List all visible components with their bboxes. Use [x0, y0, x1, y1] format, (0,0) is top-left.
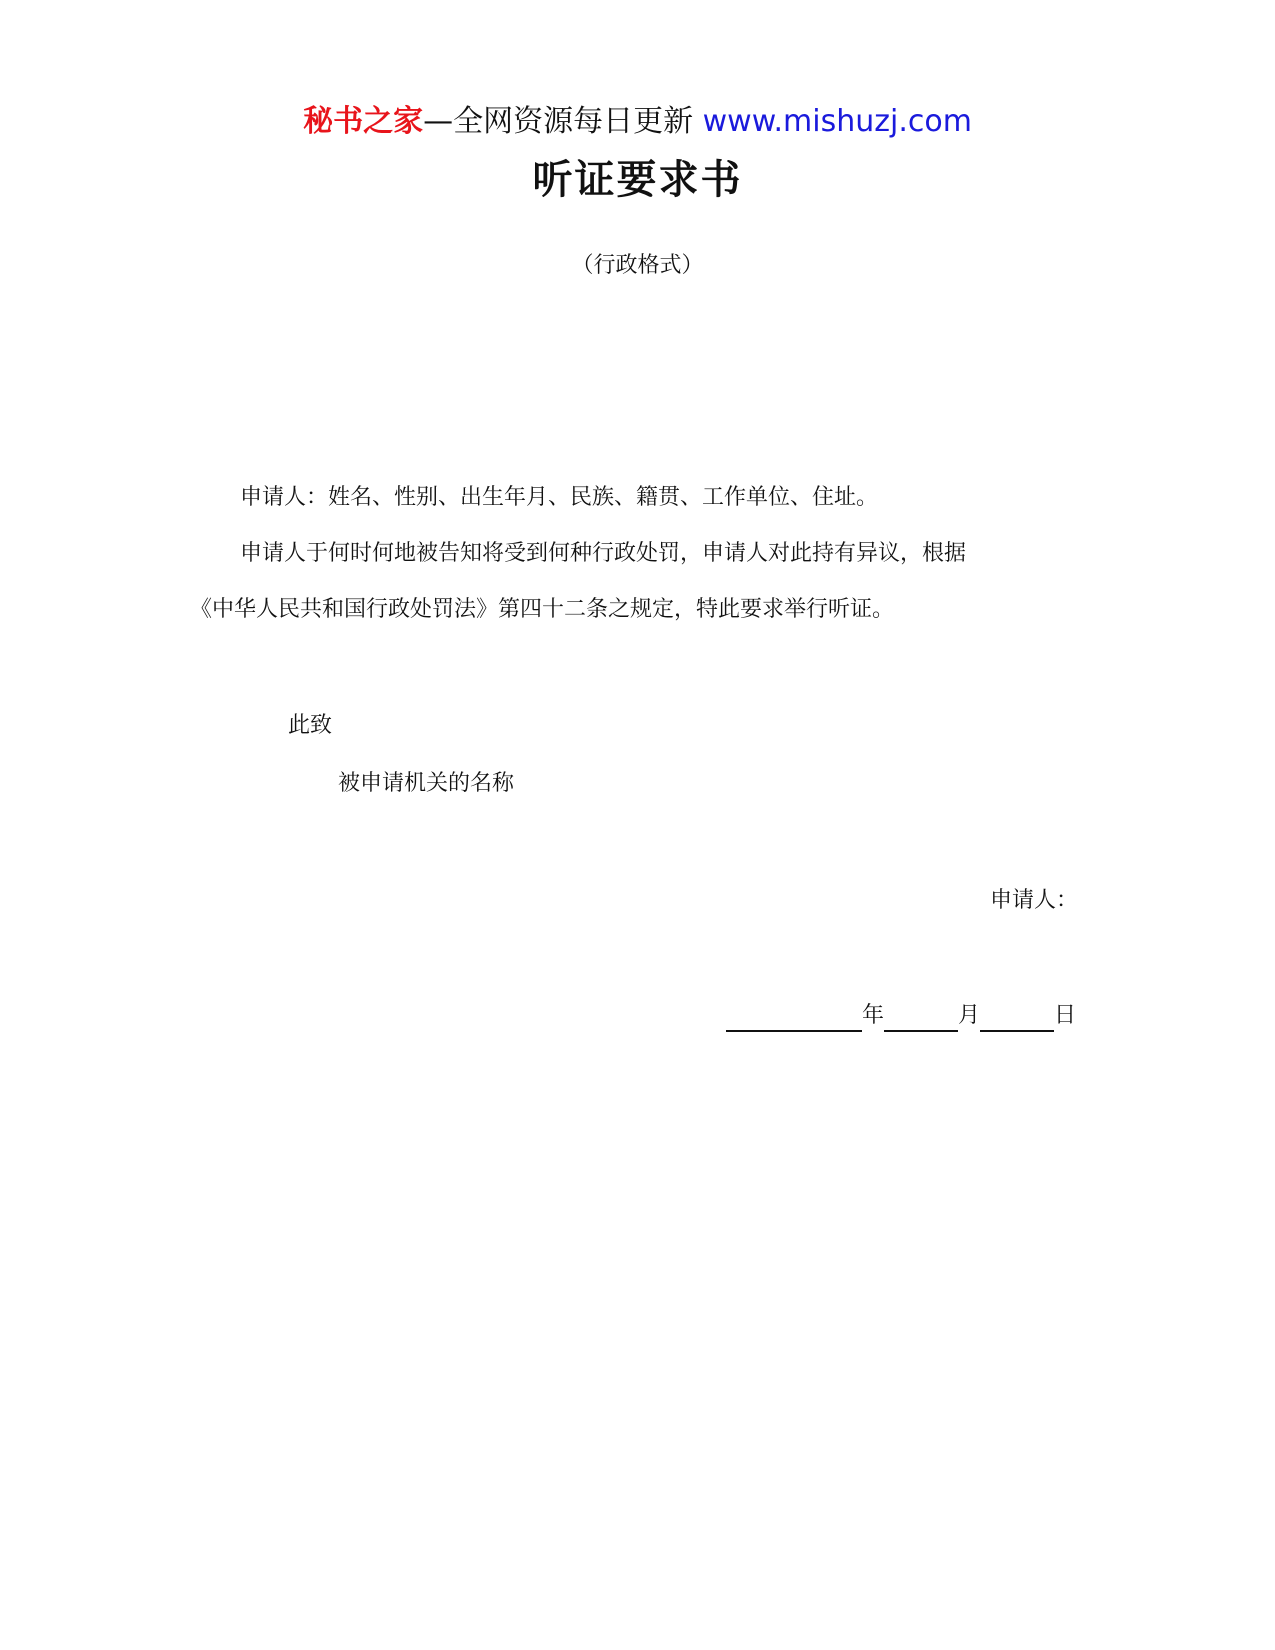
- month-blank: [884, 1002, 958, 1032]
- day-blank: [980, 1002, 1054, 1032]
- header-slogan: —全网资源每日更新: [423, 104, 694, 139]
- request-paragraph-line-1: 申请人于何时何地被告知将受到何种行政处罚，申请人对此持有异议，根据: [240, 541, 967, 566]
- month-label: 月: [958, 1003, 981, 1028]
- date-line: [726, 1000, 1076, 1032]
- site-header: [0, 102, 1275, 142]
- recipient-name: 被申请机关的名称: [338, 771, 515, 796]
- year-blank: [726, 1002, 862, 1032]
- document-subtitle: （行政格式）: [571, 253, 704, 278]
- day-label: 日: [1054, 1003, 1077, 1028]
- request-paragraph-line-2: 《中华人民共和国行政处罚法》第四十二条之规定，特此要求举行听证。: [190, 597, 895, 622]
- document-title: 听证要求书: [532, 157, 743, 203]
- year-label: 年: [862, 1003, 885, 1028]
- applicant-info-paragraph: 申请人：姓名、性别、出生年月、民族、籍贯、工作单位、住址。: [240, 485, 879, 510]
- greeting: 此致: [288, 713, 333, 738]
- site-url-link[interactable]: www.mishuzj.com: [702, 104, 972, 139]
- signer-label: 申请人：: [990, 888, 1079, 913]
- brand-name: 秘书之家: [303, 104, 424, 139]
